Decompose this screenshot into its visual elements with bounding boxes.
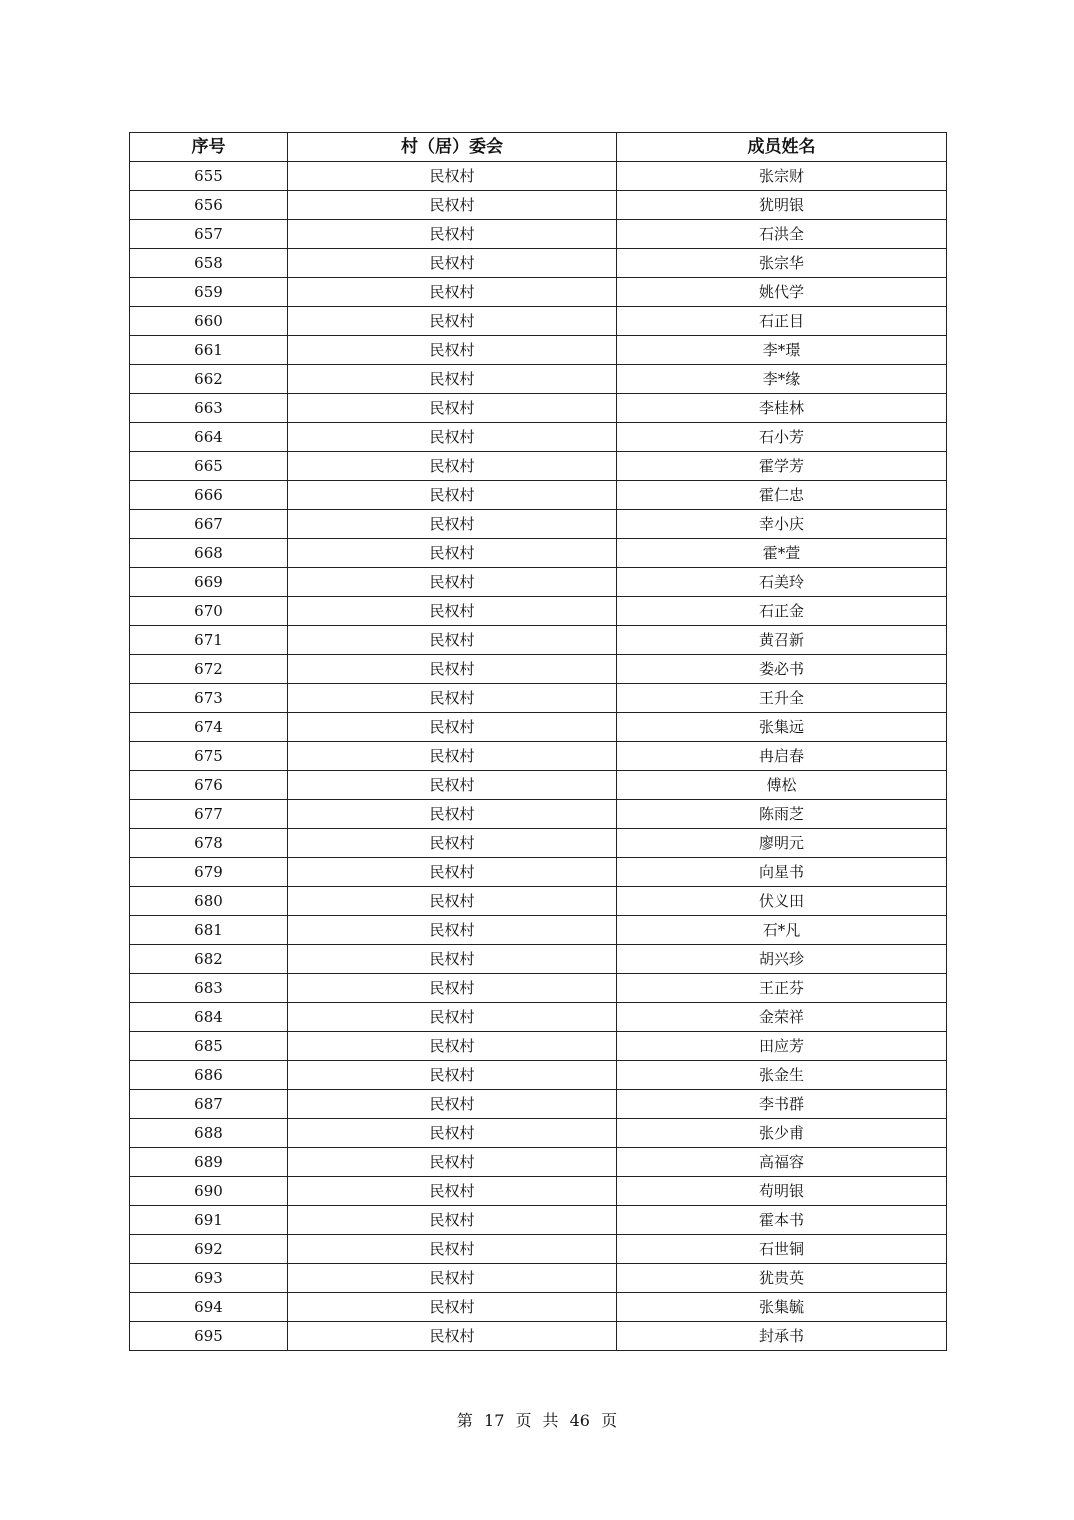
- cell-serial-number: 665: [130, 452, 288, 481]
- table-row: [130, 1119, 947, 1148]
- table-row: [130, 597, 947, 626]
- cell-village-committee: 民权村: [288, 597, 617, 626]
- cell-member-name: 霍学芳: [617, 452, 947, 481]
- table-row: [130, 1148, 947, 1177]
- table-row: [130, 742, 947, 771]
- table-row: [130, 800, 947, 829]
- cell-village-committee: 民权村: [288, 423, 617, 452]
- table-row: [130, 974, 947, 1003]
- table-row: [130, 1177, 947, 1206]
- cell-serial-number: 677: [130, 800, 288, 829]
- cell-village-committee: 民权村: [288, 1003, 617, 1032]
- cell-serial-number: 669: [130, 568, 288, 597]
- cell-member-name: 胡兴珍: [617, 945, 947, 974]
- cell-serial-number: 684: [130, 1003, 288, 1032]
- cell-serial-number: 666: [130, 481, 288, 510]
- table-row: [130, 481, 947, 510]
- table-row: [130, 423, 947, 452]
- table-row: [130, 829, 947, 858]
- table-row: [130, 626, 947, 655]
- cell-serial-number: 670: [130, 597, 288, 626]
- cell-serial-number: 660: [130, 307, 288, 336]
- table-row: [130, 1090, 947, 1119]
- cell-serial-number: 683: [130, 974, 288, 1003]
- cell-serial-number: 656: [130, 191, 288, 220]
- cell-village-committee: 民权村: [288, 1090, 617, 1119]
- cell-serial-number: 659: [130, 278, 288, 307]
- table-row: [130, 655, 947, 684]
- cell-member-name: 石洪全: [617, 220, 947, 249]
- table-row: [130, 887, 947, 916]
- cell-serial-number: 689: [130, 1148, 288, 1177]
- cell-member-name: 娄必书: [617, 655, 947, 684]
- header-serial-number: 序号: [130, 133, 288, 162]
- cell-village-committee: 民权村: [288, 452, 617, 481]
- cell-serial-number: 682: [130, 945, 288, 974]
- cell-member-name: 霍*萱: [617, 539, 947, 568]
- table-row: [130, 858, 947, 887]
- cell-serial-number: 663: [130, 394, 288, 423]
- cell-member-name: 向星书: [617, 858, 947, 887]
- cell-member-name: 李*璟: [617, 336, 947, 365]
- cell-serial-number: 671: [130, 626, 288, 655]
- table-row: [130, 945, 947, 974]
- cell-member-name: 石美玲: [617, 568, 947, 597]
- cell-village-committee: 民权村: [288, 394, 617, 423]
- table-row: [130, 365, 947, 394]
- cell-serial-number: 687: [130, 1090, 288, 1119]
- cell-village-committee: 民权村: [288, 1032, 617, 1061]
- table-row: [130, 510, 947, 539]
- cell-member-name: 幸小庆: [617, 510, 947, 539]
- cell-village-committee: 民权村: [288, 568, 617, 597]
- cell-village-committee: 民权村: [288, 858, 617, 887]
- cell-serial-number: 686: [130, 1061, 288, 1090]
- cell-serial-number: 675: [130, 742, 288, 771]
- table-row: [130, 568, 947, 597]
- cell-member-name: 石小芳: [617, 423, 947, 452]
- cell-village-committee: 民权村: [288, 771, 617, 800]
- cell-serial-number: 685: [130, 1032, 288, 1061]
- cell-serial-number: 680: [130, 887, 288, 916]
- table-header-row: [130, 133, 947, 162]
- cell-serial-number: 664: [130, 423, 288, 452]
- cell-serial-number: 692: [130, 1235, 288, 1264]
- table-row: [130, 1322, 947, 1351]
- table-row: [130, 771, 947, 800]
- cell-member-name: 苟明银: [617, 1177, 947, 1206]
- cell-village-committee: 民权村: [288, 249, 617, 278]
- cell-village-committee: 民权村: [288, 1322, 617, 1351]
- cell-village-committee: 民权村: [288, 829, 617, 858]
- cell-member-name: 霍本书: [617, 1206, 947, 1235]
- cell-member-name: 张集毓: [617, 1293, 947, 1322]
- cell-village-committee: 民权村: [288, 191, 617, 220]
- cell-village-committee: 民权村: [288, 742, 617, 771]
- cell-village-committee: 民权村: [288, 1177, 617, 1206]
- cell-serial-number: 668: [130, 539, 288, 568]
- cell-serial-number: 688: [130, 1119, 288, 1148]
- cell-serial-number: 662: [130, 365, 288, 394]
- cell-member-name: 金荣祥: [617, 1003, 947, 1032]
- cell-village-committee: 民权村: [288, 684, 617, 713]
- cell-member-name: 伏义田: [617, 887, 947, 916]
- cell-member-name: 高福容: [617, 1148, 947, 1177]
- cell-member-name: 陈雨芝: [617, 800, 947, 829]
- table-row: [130, 191, 947, 220]
- cell-serial-number: 657: [130, 220, 288, 249]
- cell-village-committee: 民权村: [288, 278, 617, 307]
- member-table: [129, 132, 947, 1351]
- cell-member-name: 冉启春: [617, 742, 947, 771]
- cell-village-committee: 民权村: [288, 945, 617, 974]
- cell-village-committee: 民权村: [288, 1061, 617, 1090]
- table-row: [130, 1206, 947, 1235]
- cell-serial-number: 661: [130, 336, 288, 365]
- cell-village-committee: 民权村: [288, 539, 617, 568]
- cell-member-name: 石正金: [617, 597, 947, 626]
- cell-member-name: 张少甫: [617, 1119, 947, 1148]
- cell-member-name: 姚代学: [617, 278, 947, 307]
- cell-serial-number: 690: [130, 1177, 288, 1206]
- cell-village-committee: 民权村: [288, 1264, 617, 1293]
- page-footer: 第 17 页 共 46 页: [456, 1411, 618, 1430]
- cell-serial-number: 655: [130, 162, 288, 191]
- cell-village-committee: 民权村: [288, 655, 617, 684]
- table-row: [130, 162, 947, 191]
- table-row: [130, 916, 947, 945]
- cell-serial-number: 693: [130, 1264, 288, 1293]
- cell-member-name: 傅松: [617, 771, 947, 800]
- cell-village-committee: 民权村: [288, 974, 617, 1003]
- cell-serial-number: 676: [130, 771, 288, 800]
- header-member-name: 成员姓名: [617, 133, 947, 162]
- cell-serial-number: 674: [130, 713, 288, 742]
- cell-village-committee: 民权村: [288, 481, 617, 510]
- cell-village-committee: 民权村: [288, 916, 617, 945]
- cell-serial-number: 694: [130, 1293, 288, 1322]
- table-row: [130, 249, 947, 278]
- cell-member-name: 李书群: [617, 1090, 947, 1119]
- cell-village-committee: 民权村: [288, 510, 617, 539]
- cell-village-committee: 民权村: [288, 1148, 617, 1177]
- cell-village-committee: 民权村: [288, 626, 617, 655]
- table-row: [130, 1235, 947, 1264]
- cell-serial-number: 678: [130, 829, 288, 858]
- cell-member-name: 张金生: [617, 1061, 947, 1090]
- cell-member-name: 石*凡: [617, 916, 947, 945]
- cell-serial-number: 673: [130, 684, 288, 713]
- cell-village-committee: 民权村: [288, 220, 617, 249]
- cell-serial-number: 681: [130, 916, 288, 945]
- table-row: [130, 1264, 947, 1293]
- table-body: [130, 162, 947, 1351]
- cell-village-committee: 民权村: [288, 162, 617, 191]
- cell-village-committee: 民权村: [288, 887, 617, 916]
- cell-member-name: 王升全: [617, 684, 947, 713]
- cell-village-committee: 民权村: [288, 365, 617, 394]
- cell-member-name: 李*缘: [617, 365, 947, 394]
- table-row: [130, 713, 947, 742]
- cell-village-committee: 民权村: [288, 800, 617, 829]
- cell-serial-number: 658: [130, 249, 288, 278]
- table-row: [130, 452, 947, 481]
- table-row: [130, 278, 947, 307]
- table-row: [130, 1032, 947, 1061]
- cell-serial-number: 672: [130, 655, 288, 684]
- cell-member-name: 石世铜: [617, 1235, 947, 1264]
- cell-serial-number: 691: [130, 1206, 288, 1235]
- cell-village-committee: 民权村: [288, 307, 617, 336]
- cell-village-committee: 民权村: [288, 1206, 617, 1235]
- table-row: [130, 1003, 947, 1032]
- table-row: [130, 394, 947, 423]
- cell-village-committee: 民权村: [288, 1119, 617, 1148]
- cell-village-committee: 民权村: [288, 713, 617, 742]
- table-row: [130, 307, 947, 336]
- cell-serial-number: 695: [130, 1322, 288, 1351]
- table-row: [130, 1293, 947, 1322]
- cell-member-name: 张宗财: [617, 162, 947, 191]
- cell-serial-number: 667: [130, 510, 288, 539]
- cell-member-name: 封承书: [617, 1322, 947, 1351]
- table-row: [130, 684, 947, 713]
- cell-member-name: 犹明银: [617, 191, 947, 220]
- table-row: [130, 539, 947, 568]
- cell-village-committee: 民权村: [288, 336, 617, 365]
- cell-member-name: 田应芳: [617, 1032, 947, 1061]
- cell-serial-number: 679: [130, 858, 288, 887]
- cell-village-committee: 民权村: [288, 1293, 617, 1322]
- cell-member-name: 廖明元: [617, 829, 947, 858]
- cell-village-committee: 民权村: [288, 1235, 617, 1264]
- cell-member-name: 犹贵英: [617, 1264, 947, 1293]
- cell-member-name: 李桂林: [617, 394, 947, 423]
- table-row: [130, 1061, 947, 1090]
- table-row: [130, 220, 947, 249]
- cell-member-name: 张宗华: [617, 249, 947, 278]
- cell-member-name: 霍仁忠: [617, 481, 947, 510]
- cell-member-name: 张集远: [617, 713, 947, 742]
- cell-member-name: 石正目: [617, 307, 947, 336]
- cell-member-name: 黄召新: [617, 626, 947, 655]
- table-row: [130, 336, 947, 365]
- header-village-committee: 村（居）委会: [288, 133, 617, 162]
- cell-member-name: 王正芬: [617, 974, 947, 1003]
